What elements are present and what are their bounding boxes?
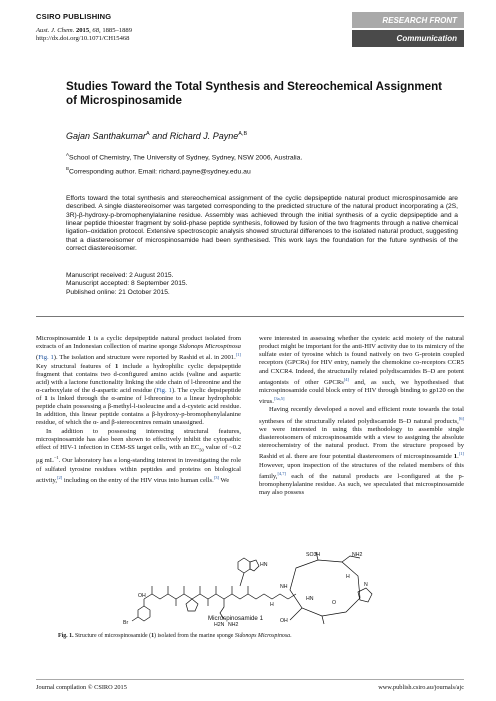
text: ). The cyclic depsipeptide of	[36, 386, 241, 403]
atom-oh: OH	[138, 593, 146, 599]
compound-ref: 1	[87, 335, 92, 342]
author-and: and	[149, 131, 170, 141]
citation-link[interactable]: [4]	[343, 376, 350, 382]
author-1: Gajan Santhakumar	[66, 131, 147, 141]
figure-link[interactable]: Fig. 1	[156, 386, 172, 394]
research-front-banner: RESEARCH FRONT	[352, 12, 464, 28]
doi-link[interactable]: http://dx.doi.org/10.1071/CH15468	[36, 35, 130, 43]
date-received: Manuscript received: 2 August 2015.	[66, 272, 174, 279]
footer-url[interactable]: www.publish.csiro.au/journals/ajc	[378, 684, 464, 691]
text: Key structural features of	[36, 362, 115, 370]
paragraph	[36, 428, 241, 485]
atom-oh-2: OH	[280, 618, 288, 624]
atom-hn-2: HN	[306, 596, 314, 602]
atom-nh: NH	[280, 584, 288, 590]
proline-ring-2	[358, 588, 372, 602]
author-1-affil: A	[146, 131, 150, 137]
atom-hn: HN	[260, 562, 268, 568]
text: including on the entry of the HIV virus into human cells.	[62, 476, 214, 484]
citation-link[interactable]: [1]	[235, 352, 241, 358]
citation-link[interactable]: [6]	[458, 415, 464, 421]
microspinosamide-structure	[120, 548, 420, 628]
affil-b-text[interactable]: Corresponding author. Email: richard.payne@sydney.edu.au	[69, 168, 251, 176]
text: ). The isolation and structure were reported by Rashid et al. in 2001.	[53, 354, 236, 362]
text: .	[457, 453, 459, 461]
citation-link[interactable]: [2]	[57, 474, 63, 480]
compound-ref: 1	[114, 362, 119, 370]
compound-label: Microspinosamide 1	[208, 615, 264, 622]
compound-ref: 1	[453, 453, 458, 461]
figure-link[interactable]: Fig. 1	[38, 354, 54, 362]
text: We	[219, 476, 230, 484]
affil-a-mark: A	[66, 152, 70, 157]
aspartic-chain	[290, 608, 302, 620]
text: were interested in assessing whether the cysteic acid moiety of the natural product might be important for the anti-HIV activity due to its mimicry of the sulfate ester of tyrosine which is found natively on two G-protein coupled receptors (GPCRs) for HIV entry, namely the chemokine co-receptors CCR5 and CXCR4. Indeed, the structurally related polydiscamides B–D are potent antagonists of other GPCRs	[259, 335, 464, 386]
caption-species: Sidonops Microspinosa	[234, 633, 291, 639]
article-type-banner: Communication	[352, 30, 464, 47]
text: value of ~0.2 μg mL	[36, 443, 241, 465]
superscript: −1	[53, 455, 59, 461]
caption-label: Fig. 1.	[58, 633, 74, 639]
text: However, upon inspection of the structures of the related members of this family,	[259, 461, 464, 480]
caption-text: .	[290, 633, 292, 639]
citation: Aust. J. Chem. 2015, 68, 1885–1889 http://dx.doi.org/10.1071/CH15468	[36, 27, 132, 43]
atom-h2n: H2N	[214, 622, 225, 628]
author-list	[66, 131, 247, 141]
text: . Our laboratory has a long-standing interest in investigating the role of sulfated tyrosine residues within peptides and proteins on biological activity,	[36, 457, 241, 484]
footer-divider	[36, 679, 464, 680]
affiliation-b	[66, 163, 456, 177]
proline-ring	[186, 599, 198, 611]
citation-link[interactable]: [3a,5]	[273, 396, 285, 402]
figure-caption	[58, 633, 458, 640]
text: is linked through the α-amine of l-threonine to a linear hydrophobic peptide chain possessing a β-methyl-l-isoleucine and a d-cysteic acid residue. In addition, this linear peptide contains a β-hydroxy-p-bromophenylalanine residue, of which the α- and β-stereocentres remain unassigned.	[36, 395, 241, 427]
atom-h: H	[270, 602, 274, 608]
text: In addition to possessing interesting structural features, microspinosamide has also been shown to effectively inhibit the cytopathic effect of HIV-1 infection in CEM-SS target cells, with an EC	[36, 427, 241, 451]
abstract: Efforts toward the total synthesis and stereochemical assignment of the cyclic depsipeptide natural product microspinosamide are described. A single diastereoisomer was targeted corresponding to the predicted structure of the natural product incorporating a (2S, 3R)-β-hydroxy-p-bromophenylalanine residue. Assembly was achieved through the initial synthesis of a cyclic depsipeptide and a linear peptide thioester fragment by solid-phase peptide synthesis, followed by fusion of the two fragments through a native chemical ligation–oxidation protocol. Extensive spectroscopic analysis showed structural differences to the isolated natural product, suggesting that a diastereoisomer of microspinosamide had been synthesised. This work lays the foundation for the future synthesis of the correct diastereoisomer.	[66, 195, 458, 253]
citation-link[interactable]: [1]	[458, 451, 464, 457]
text: Microspinosamide	[36, 335, 88, 342]
date-published: Published online: 21 October 2015.	[66, 288, 170, 296]
affil-b-mark: B	[66, 166, 70, 172]
paragraph	[259, 406, 464, 497]
structure-figure	[120, 548, 420, 628]
atom-nh2: NH2	[352, 552, 363, 558]
paragraph	[36, 335, 241, 428]
atom-h-2: H	[346, 574, 350, 580]
paragraph	[259, 335, 464, 406]
bromophenyl-ring	[138, 606, 150, 621]
atom-nh2-b: NH2	[228, 622, 239, 628]
citation-link[interactable]: [4,7]	[277, 470, 287, 476]
journal-name: Aust. J. Chem.	[36, 27, 75, 34]
footer-copyright: Journal compilation © CSIRO 2015	[36, 684, 127, 691]
text: each of the natural products are l-configured at the p-bromophenylalanine residue. As such, we speculated that microspinosamide may also possess	[259, 472, 464, 497]
subscript: 50	[199, 447, 204, 453]
text: Having recently developed a novel and efficient route towards the total syntheses of the structurally related polydiscamide B–D natural products,	[259, 406, 464, 425]
caption-text: ) isolated from the marine sponge	[154, 633, 235, 639]
atom-n: N	[364, 582, 368, 588]
atom-so3h: SO3H	[306, 552, 321, 558]
citation-volume: 68	[92, 27, 100, 34]
body-column-left	[36, 335, 241, 485]
body-column-right	[259, 335, 464, 497]
date-accepted: Manuscript accepted: 8 September 2015.	[66, 280, 188, 288]
text: is a cyclic depsipeptide natural product isolated from extracts of an Indonesian collection of marine sponge	[36, 335, 241, 351]
author-2-affil: A,B	[238, 131, 248, 137]
affiliations	[66, 149, 456, 178]
atom-br: Br	[123, 620, 129, 626]
caption-text: Structure of microspinosamide (	[73, 633, 152, 639]
text: include a hydrophilic cyclic depsipeptide fragment that contains two d-configured amino acids (valine and aspartic acid) with a lactone functionality linking the side chain of l-threonine and the α-carboxylate of the d-aspartic acid residue (	[36, 362, 241, 394]
atom-o: O	[332, 600, 337, 606]
peptide-backbone	[144, 594, 288, 599]
indole-ring	[238, 558, 250, 573]
compound-ref: 1	[44, 395, 48, 403]
citation-year: 2015	[75, 27, 90, 34]
publisher-name: CSIRO PUBLISHING	[36, 12, 112, 21]
pyrrole-ring	[250, 560, 259, 571]
affiliation-a	[66, 149, 456, 163]
text: and, as such, we hypothesised that microspinosamide could block entry of HIV through binding to gp120 on the virus.	[259, 378, 464, 406]
citation-link[interactable]: [3]	[213, 474, 220, 480]
text: (	[36, 354, 39, 362]
author-2: Richard J. Payne	[169, 131, 239, 141]
affil-a-text: School of Chemistry, The University of Sydney, Sydney, NSW 2006, Australia.	[69, 154, 303, 162]
caption-compound: 1	[151, 633, 155, 639]
article-title: Studies Toward the Total Synthesis and Stereochemical Assignment of Microspinosamide	[66, 80, 443, 107]
manuscript-dates	[66, 272, 187, 297]
macrocycle	[290, 560, 360, 616]
text: we were interested in using this methodology to assemble single diastereoisomers of microspinosamide with a view to assigning the absolute stereochemistry of the natural product. From the structure proposed by Rashid et al. there are four potential diastereomers of microspinosamide	[259, 425, 464, 461]
species-name: Sidonops Microspinosa	[179, 343, 241, 351]
citation-pages: , 1885–1889	[99, 27, 132, 34]
section-divider	[36, 316, 464, 317]
